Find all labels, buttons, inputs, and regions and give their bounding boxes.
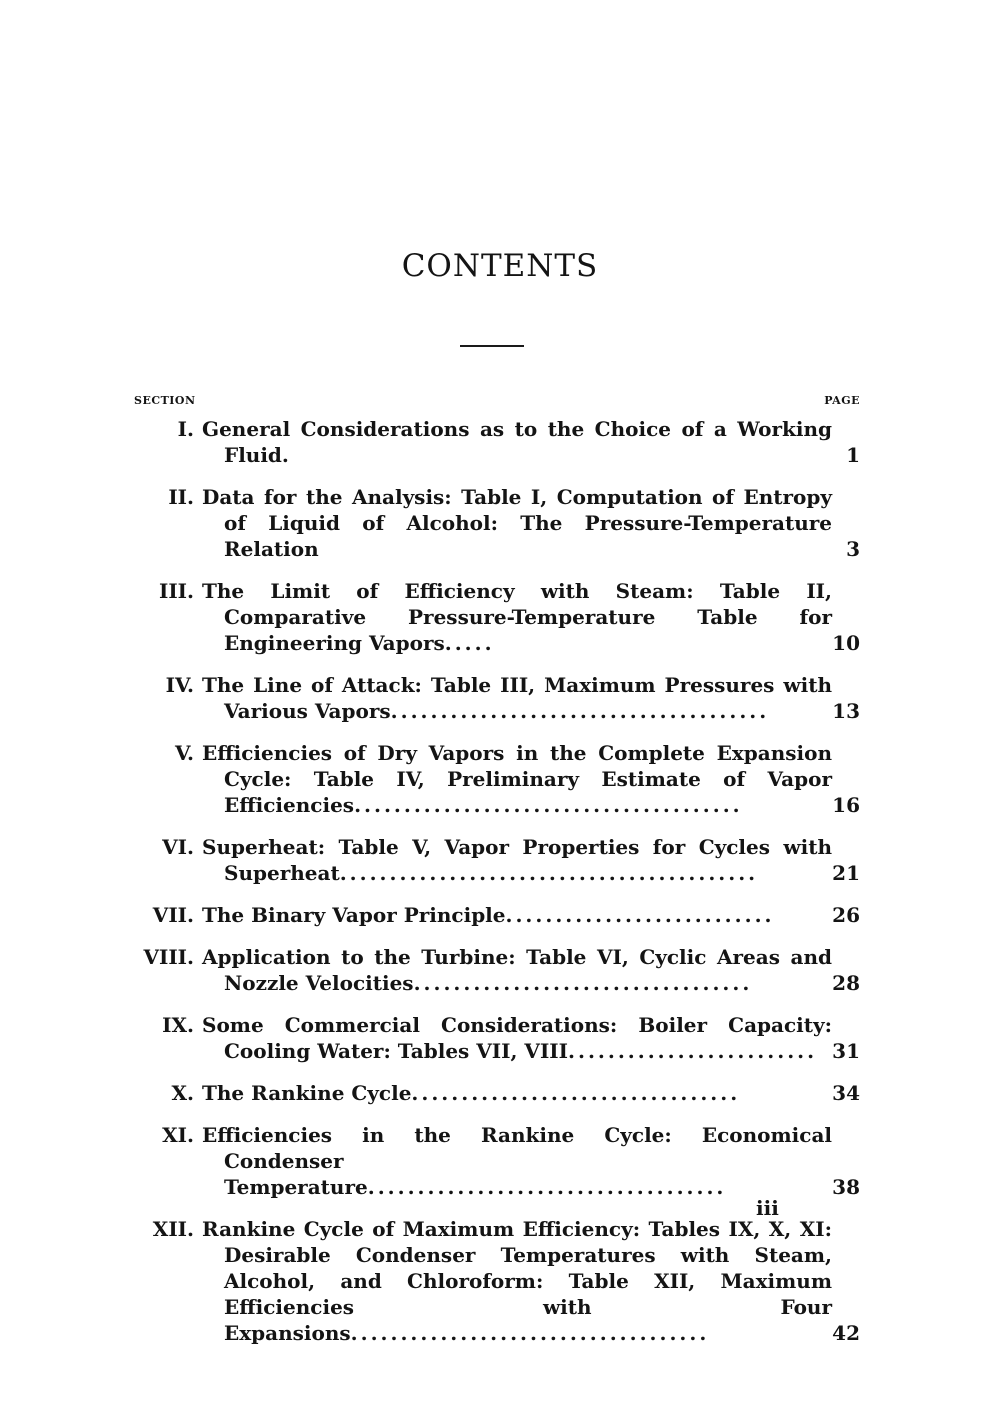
toc-entry — [0, 1216, 1000, 1346]
section-column-header: SECTION — [134, 394, 196, 407]
section-number: II. — [168, 485, 194, 509]
page-number: 16 — [832, 793, 860, 817]
dot-leader: ................................. — [411, 1081, 741, 1105]
title-rule — [460, 345, 524, 347]
section-title — [202, 1216, 832, 1346]
table-of-contents — [0, 416, 1000, 1362]
page-number: 31 — [832, 1039, 860, 1063]
page-number: 21 — [832, 861, 860, 885]
toc-entry — [0, 484, 1000, 562]
section-title — [202, 1122, 832, 1200]
section-title — [202, 740, 832, 818]
section-number: XI. — [162, 1123, 194, 1147]
toc-entry — [0, 740, 1000, 818]
page-number: 28 — [832, 971, 860, 995]
section-title — [202, 834, 832, 886]
section-title-text: General Considerations as to the Choice of a Working Fluid. — [202, 417, 832, 467]
folio-page-number: iii — [756, 1196, 779, 1220]
toc-entry — [0, 672, 1000, 724]
page-title: CONTENTS — [401, 248, 599, 284]
toc-entry — [0, 834, 1000, 886]
section-title — [202, 578, 832, 656]
page-number: 34 — [832, 1081, 860, 1105]
section-title — [202, 672, 832, 724]
section-number: IX. — [162, 1013, 194, 1037]
page-number: 26 — [832, 903, 860, 927]
section-number: IV. — [165, 673, 194, 697]
section-number: VI. — [162, 835, 194, 859]
dot-leader: ........................... — [505, 903, 775, 927]
toc-entry — [0, 578, 1000, 656]
section-number: VII. — [152, 903, 194, 927]
dot-leader: ...................................... — [390, 699, 770, 723]
toc-entry — [0, 902, 1000, 928]
page-column-header: PAGE — [824, 394, 860, 407]
section-title-text: Superheat: Table V, Vapor Properties for Cycles with Superheat — [202, 835, 832, 885]
dot-leader: .................................. — [413, 971, 753, 995]
section-number: I. — [177, 417, 194, 441]
page-number: 42 — [832, 1321, 860, 1345]
page-number: 38 — [832, 1175, 860, 1199]
section-number: XII. — [152, 1217, 194, 1241]
section-title-text: Some Commercial Considerations: Boiler Capacity: Cooling Water: Tables VII, VIII — [202, 1013, 832, 1063]
toc-entry — [0, 1080, 1000, 1106]
toc-entry — [0, 1122, 1000, 1200]
dot-leader: .................................... — [367, 1175, 727, 1199]
dot-leader: ..... — [444, 631, 495, 655]
section-title — [202, 1012, 832, 1064]
section-title-text: Data for the Analysis: Table I, Computation of Entropy of Liquid of Alcohol: The Pressure-Temperature Relation — [202, 485, 832, 561]
section-number: III. — [158, 579, 194, 603]
section-title — [202, 944, 832, 996]
toc-entry — [0, 1012, 1000, 1064]
section-title-text: Application to the Turbine: Table VI, Cyclic Areas and Nozzle Velocities — [202, 945, 832, 995]
page-number: 13 — [832, 699, 860, 723]
page-number: 1 — [846, 443, 860, 467]
dot-leader: ......................... — [568, 1039, 818, 1063]
section-number: V. — [175, 741, 194, 765]
section-title-text: The Line of Attack: Table III, Maximum Pressures with Various Vapors — [202, 673, 832, 723]
toc-entry — [0, 944, 1000, 996]
dot-leader: .................................... — [350, 1321, 710, 1345]
section-title-text: The Limit of Efficiency with Steam: Table II, Comparative Pressure-Temperature Table for Engineering Vapors — [202, 579, 832, 655]
section-number: X. — [171, 1081, 194, 1105]
section-title-text: Rankine Cycle of Maximum Efficiency: Tables IX, X, XI: Desirable Condenser Temperatures with Steam, Alcohol, and Chloroform: Table XII, Maximum Efficiencies with Four Expansions — [202, 1217, 832, 1345]
section-title-text: Efficiencies of Dry Vapors in the Complete Expansion Cycle: Table IV, Preliminary Estimate of Vapor Efficiencies — [202, 741, 832, 817]
section-title-text: Efficiencies in the Rankine Cycle: Economical Condenser Temperature — [202, 1123, 832, 1199]
page-number: 10 — [832, 631, 860, 655]
page-number: 3 — [846, 537, 860, 561]
toc-entry — [0, 416, 1000, 468]
dot-leader: .......................................... — [339, 861, 759, 885]
section-title — [202, 902, 832, 928]
section-title-text: The Binary Vapor Principle — [202, 903, 506, 927]
section-title — [202, 484, 832, 562]
section-number: VIII. — [143, 945, 194, 969]
section-title-text: The Rankine Cycle — [202, 1081, 412, 1105]
section-title — [202, 416, 832, 468]
dot-leader: ....................................... — [354, 793, 743, 817]
section-title — [202, 1080, 832, 1106]
